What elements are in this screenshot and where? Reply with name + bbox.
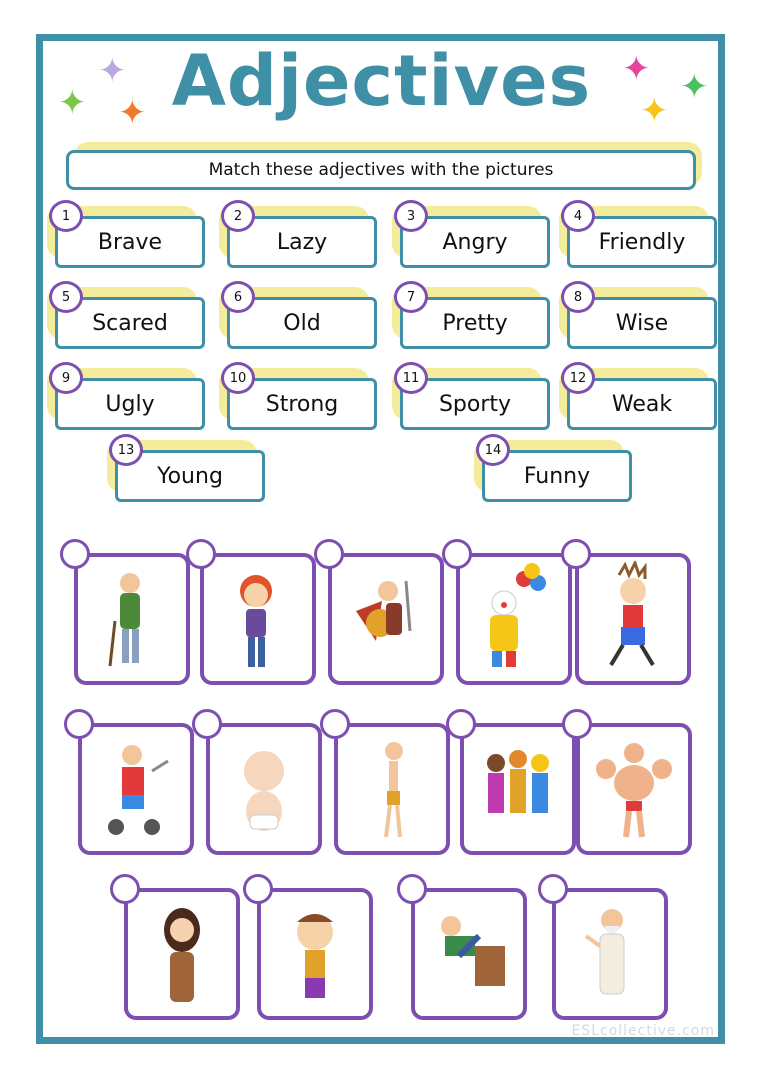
- picture-scared-man: [575, 553, 691, 685]
- adjective-card: [482, 442, 632, 502]
- adjective-word: Old: [227, 297, 377, 349]
- adjective-number: 2: [221, 200, 255, 232]
- adjective-card: [55, 289, 205, 349]
- adjective-number: 13: [109, 434, 143, 466]
- instruction-box: Match these adjectives with the pictures: [66, 150, 696, 190]
- adjective-card: [400, 370, 550, 430]
- adjective-word: Friendly: [567, 216, 717, 268]
- answer-circle[interactable]: [446, 709, 476, 739]
- adjective-card: [400, 289, 550, 349]
- worksheet-title: Adjectives: [171, 40, 592, 122]
- picture-weak-thin-man: [334, 723, 450, 855]
- picture-strong-bodybuilder: [576, 723, 692, 855]
- adjective-number: 10: [221, 362, 255, 394]
- answer-circle[interactable]: [561, 539, 591, 569]
- picture-clown-with-balloons: [456, 553, 572, 685]
- picture-pretty-woman: [124, 888, 240, 1020]
- picture-angry-boy: [257, 888, 373, 1020]
- adjective-number: 8: [561, 281, 595, 313]
- picture-warrior-with-shield: [328, 553, 444, 685]
- answer-circle[interactable]: [320, 709, 350, 739]
- picture-lazy-man-at-desk: [411, 888, 527, 1020]
- answer-circle[interactable]: [314, 539, 344, 569]
- answer-circle[interactable]: [110, 874, 140, 904]
- adjective-word: Wise: [567, 297, 717, 349]
- adjective-card: [567, 289, 717, 349]
- star-icon: ✦: [622, 49, 651, 89]
- adjective-word: Scared: [55, 297, 205, 349]
- adjective-number: 1: [49, 200, 83, 232]
- star-icon: ✦: [118, 93, 147, 133]
- star-icon: ✦: [98, 51, 127, 91]
- adjective-number: 9: [49, 362, 83, 394]
- adjective-card: [400, 208, 550, 268]
- watermark: ESLcollective.com: [571, 1023, 715, 1039]
- adjective-number: 4: [561, 200, 595, 232]
- adjective-card: [227, 289, 377, 349]
- star-icon: ✦: [640, 91, 669, 131]
- adjective-card: [567, 208, 717, 268]
- adjective-card: [115, 442, 265, 502]
- adjective-number: 3: [394, 200, 428, 232]
- star-icon: ✦: [58, 83, 87, 123]
- answer-circle[interactable]: [60, 539, 90, 569]
- adjective-number: 12: [561, 362, 595, 394]
- adjective-number: 7: [394, 281, 428, 313]
- adjective-card: [55, 370, 205, 430]
- adjective-card: [227, 370, 377, 430]
- answer-circle[interactable]: [243, 874, 273, 904]
- picture-boy-red-hair: [200, 553, 316, 685]
- adjective-number: 11: [394, 362, 428, 394]
- picture-group-of-friends: [460, 723, 576, 855]
- answer-circle[interactable]: [192, 709, 222, 739]
- adjective-word: Pretty: [400, 297, 550, 349]
- answer-circle[interactable]: [186, 539, 216, 569]
- answer-circle[interactable]: [397, 874, 427, 904]
- adjective-word: Sporty: [400, 378, 550, 430]
- adjective-card: [567, 370, 717, 430]
- adjective-card: [55, 208, 205, 268]
- adjective-number: 6: [221, 281, 255, 313]
- answer-circle[interactable]: [538, 874, 568, 904]
- adjective-word: Ugly: [55, 378, 205, 430]
- picture-old-man-with-cane: [74, 553, 190, 685]
- adjective-number: 5: [49, 281, 83, 313]
- answer-circle[interactable]: [562, 709, 592, 739]
- adjective-word: Strong: [227, 378, 377, 430]
- adjective-number: 14: [476, 434, 510, 466]
- picture-wise-old-man: [552, 888, 668, 1020]
- adjective-word: Young: [115, 450, 265, 502]
- star-icon: ✦: [680, 67, 709, 107]
- picture-baby: [206, 723, 322, 855]
- adjective-word: Lazy: [227, 216, 377, 268]
- adjective-word: Brave: [55, 216, 205, 268]
- answer-circle[interactable]: [442, 539, 472, 569]
- adjective-card: [227, 208, 377, 268]
- picture-sporty-old-man: [78, 723, 194, 855]
- adjective-word: Weak: [567, 378, 717, 430]
- adjective-word: Angry: [400, 216, 550, 268]
- adjective-word: Funny: [482, 450, 632, 502]
- answer-circle[interactable]: [64, 709, 94, 739]
